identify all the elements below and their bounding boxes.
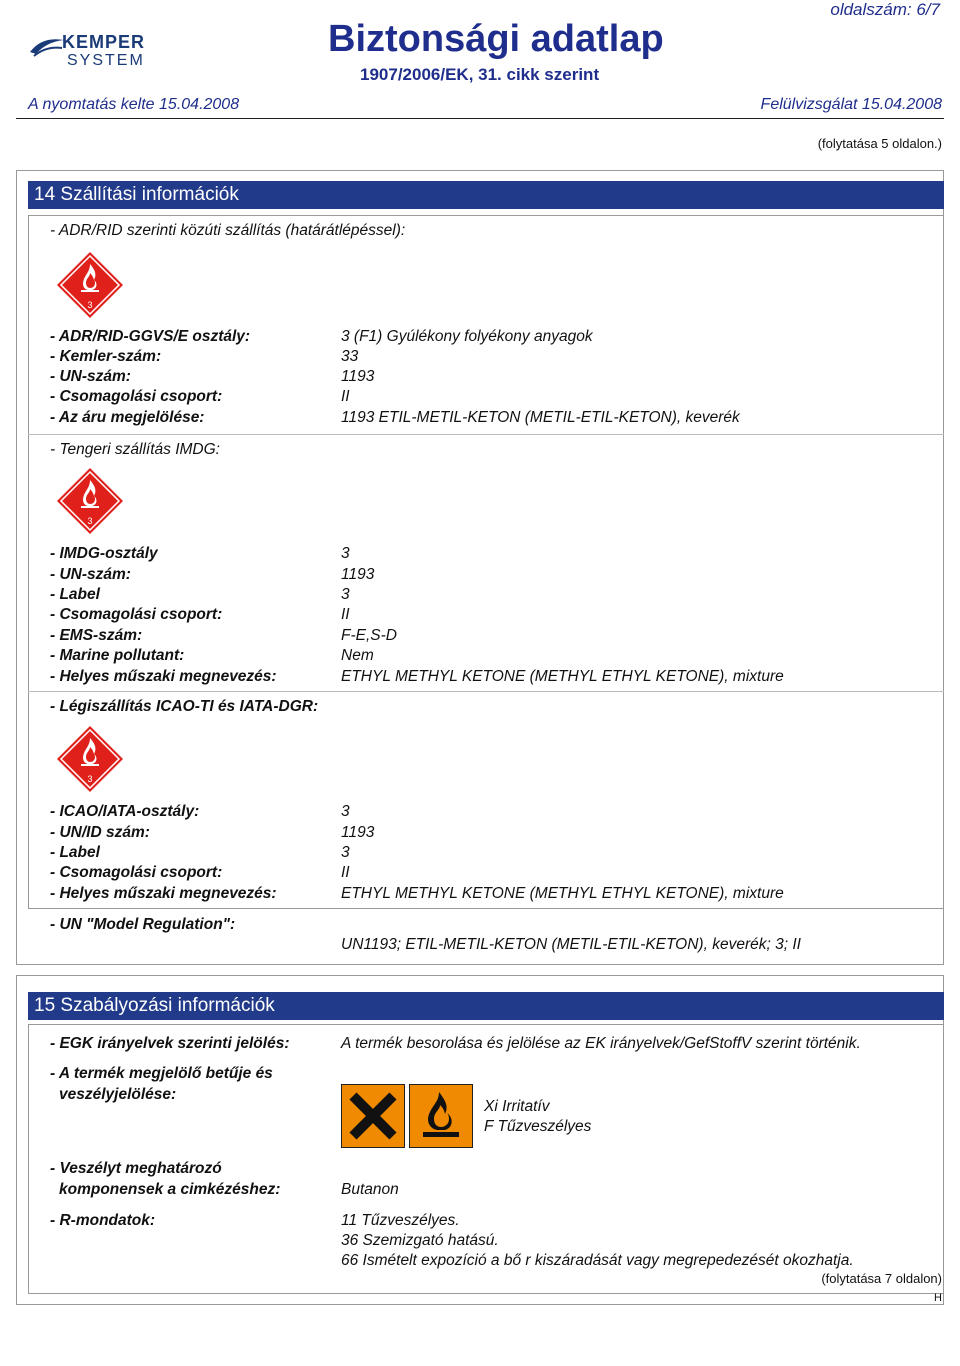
flammable-diamond-icon	[57, 726, 123, 792]
imdg-value-6: ETHYL METHYL KETONE (METHYL ETHYL KETONE), mixture	[341, 668, 784, 685]
imdg-value-3: II	[341, 606, 350, 623]
f-pictogram	[409, 1084, 473, 1153]
egk-label: - EGK irányelvek szerinti jelölés:	[50, 1035, 290, 1052]
section-15-title: 15 Szabályozási információk	[28, 992, 944, 1020]
icao-label-3: - Csomagolási csoport:	[50, 864, 223, 881]
adr-value-2: 1193	[341, 368, 375, 385]
header-rule	[16, 118, 944, 119]
imdg-label-5: - Marine pollutant:	[50, 647, 185, 664]
icao-value-2: 3	[341, 844, 350, 861]
flammable-diamond-icon	[57, 468, 123, 534]
logo-text-system: SYSTEM	[67, 52, 145, 69]
icao-label-2: - Label	[50, 844, 100, 861]
adr-value-0: 3 (F1) Gyúlékony folyékony anyagok	[341, 328, 593, 345]
egk-value: A termék besorolása és jelölése az EK irányelvek/GefStoffV szerint történik.	[341, 1035, 861, 1052]
icao-label-4: - Helyes műszaki megnevezés:	[50, 885, 277, 902]
adr-label-0: - ADR/RID-GGVS/E osztály:	[50, 328, 251, 345]
imdg-label-3: - Csomagolási csoport:	[50, 606, 223, 623]
flame-icon	[409, 1084, 473, 1148]
logo-text-kemper: KEMPER	[62, 32, 146, 52]
flammable-diamond-icon	[57, 252, 123, 318]
document-subtitle: 1907/2006/EK, 31. cikk szerint	[360, 65, 600, 84]
imdg-label-6: - Helyes műszaki megnevezés:	[50, 668, 277, 685]
imdg-label-1: - UN-szám:	[50, 566, 131, 583]
imdg-heading: - Tengeri szállítás IMDG:	[50, 441, 220, 458]
imdg-hazard-diamond	[57, 468, 123, 539]
adr-label-2: - UN-szám:	[50, 368, 131, 385]
imdg-value-4: F-E,S-D	[341, 627, 397, 644]
adr-hazard-diamond	[57, 252, 123, 323]
xi-pictogram	[341, 1084, 405, 1153]
icao-label-0: - ICAO/IATA-osztály:	[50, 803, 200, 820]
irritant-x-icon	[341, 1084, 405, 1148]
r-phrase-0: 11 Tűzveszélyes.	[341, 1212, 460, 1229]
icao-value-3: II	[341, 864, 350, 881]
components-label-line1: - Veszélyt meghatározó	[50, 1160, 222, 1177]
imdg-value-0: 3	[341, 545, 350, 562]
adr-label-4: - Az áru megjelölése:	[50, 409, 205, 426]
components-value: Butanon	[341, 1181, 399, 1198]
revision-date: Felülvizsgálat 15.04.2008	[760, 96, 942, 113]
symbol-f-text: F Tűzveszélyes	[484, 1118, 592, 1135]
symbol-label-line2: veszélyjelölése:	[59, 1086, 177, 1103]
r-phrase-2: 66 Ismételt expozíció a bő r kiszáradását vagy megrepedezését okozhatja.	[341, 1252, 854, 1269]
icao-hazard-diamond	[57, 726, 123, 797]
icao-value-4: ETHYL METHYL KETONE (METHYL ETHYL KETONE), mixture	[341, 885, 784, 902]
adr-label-3: - Csomagolási csoport:	[50, 388, 223, 405]
adr-value-1: 33	[341, 348, 359, 365]
document-title: Biztonsági adatlap	[328, 18, 664, 60]
imdg-label-4: - EMS-szám:	[50, 627, 143, 644]
imdg-label-0: - IMDG-osztály	[50, 545, 158, 562]
imdg-label-2: - Label	[50, 586, 100, 603]
adr-heading: - ADR/RID szerinti közúti szállítás (határátlépéssel):	[50, 222, 406, 239]
icao-value-1: 1193	[341, 824, 375, 841]
r-phrase-1: 36 Szemizgató hatású.	[341, 1232, 499, 1249]
adr-value-4: 1193 ETIL-METIL-KETON (METIL-ETIL-KETON), keverék	[341, 409, 740, 426]
r-phrases-label: - R-mondatok:	[50, 1212, 156, 1229]
imdg-value-1: 1193	[341, 566, 375, 583]
un-model-label: - UN "Model Regulation":	[50, 916, 236, 933]
print-date: A nyomtatás kelte 15.04.2008	[28, 96, 240, 113]
diamond-class-number: 3	[87, 516, 93, 526]
icao-heading: - Légiszállítás ICAO-TI és IATA-DGR:	[50, 698, 319, 715]
divider	[28, 691, 944, 692]
symbol-xi-text: Xi Irritatív	[484, 1098, 550, 1115]
section-14-title: 14 Szállítási információk	[28, 181, 944, 209]
imdg-value-5: Nem	[341, 647, 374, 664]
un-model-value: UN1193; ETIL-METIL-KETON (METIL-ETIL-KETON), keverék; 3; II	[341, 936, 801, 953]
icao-label-1: - UN/ID szám:	[50, 824, 150, 841]
continuation-bottom: (folytatása 7 oldalon)	[821, 1271, 942, 1286]
imdg-value-2: 3	[341, 586, 350, 603]
symbol-label-line1: - A termék megjelölő betűje és	[50, 1065, 273, 1082]
icao-value-0: 3	[341, 803, 350, 820]
footer-mark: H	[934, 1292, 942, 1304]
page-number: oldalszám: 6/7	[830, 0, 940, 19]
diamond-class-number: 3	[87, 300, 93, 310]
diamond-class-number: 3	[87, 774, 93, 784]
adr-value-3: II	[341, 388, 350, 405]
continuation-top: (folytatása 5 oldalon.)	[817, 136, 942, 151]
divider	[28, 434, 944, 435]
adr-label-1: - Kemler-szám:	[50, 348, 162, 365]
components-label-line2: komponensek a cimkézéshez:	[59, 1181, 281, 1198]
